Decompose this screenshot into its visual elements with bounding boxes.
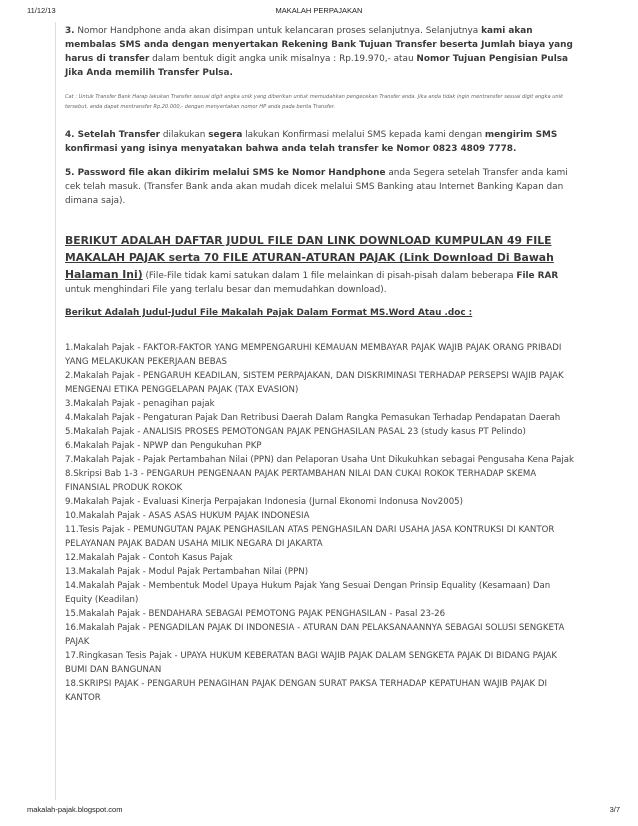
file-list-item: 7.Makalah Pajak - Pajak Pertambahan Nilai (PPN) dan Pelaporan Usaha Unt Dikukuhkan sebagai Pengusaha Kena Pajak [65,455,575,465]
step-3 [65,24,580,80]
file-list-heading: Berikut Adalah Judul-Judul File Makalah Pajak Dalam Format MS.Word Atau .doc : [65,308,473,318]
file-list-item: 8.Skripsi Bab 1-3 - PENGARUH PENGENAAN PAJAK PERTAMBAHAN NILAI DAN CUKAI ROKOK TERHADAP SKEMA FINANSIAL PRODUK ROKOK [65,469,537,493]
step-5-lead: 5. Password file akan dikirim melalui SMS ke Nomor Handphone [65,168,386,178]
download-intro [65,232,580,297]
print-date: 11/12/13 [27,6,56,15]
file-list-item: 4.Makalah Pajak - Pengaturan Pajak Dan Retribusi Daerah Dalam Rangka Pemasukan Terhadap Pendapatan Daerah [65,413,561,423]
download-intro-rar: File RAR [516,271,559,281]
file-list-item: 11.Tesis Pajak - PEMUNGUTAN PAJAK PENGHASILAN ATAS PENGHASILAN DARI USAHA JASA KONTRUKSI DI KANTOR PELAYANAN PAJAK BADAN USAHA MILIK NEGARA DI JAKARTA [65,525,555,549]
file-list-item: 9.Makalah Pajak - Evaluasi Kinerja Perpajakan Indonesia (Jurnal Ekonomi Indonusa Nov2005) [65,497,464,507]
step-4-bold: segera [208,130,243,140]
step-4-bold-2: mengirim SMS konfirmasi yang isinya menyatakan bahwa anda telah transfer ke Nomor 0823 4809 7778. [65,130,558,154]
file-list-item: 5.Makalah Pajak - ANALISIS PROSES PEMOTONGAN PAJAK PENGHASILAN PASAL 23 (study kasus PT Pelindo) [65,427,526,437]
step-4-text: dilakukan [162,130,206,140]
step-4-text-2: lakukan Konfirmasi melalui SMS kepada kami dengan [245,130,483,140]
post-content [65,24,580,705]
step-4 [65,128,580,156]
print-footer [0,805,638,817]
step-3-text: Nomor Handphone anda akan disimpan untuk kelancaran proses selanjutnya. Selanjutnya [77,26,479,36]
file-list-item: 15.Makalah Pajak - BENDAHARA SEBAGAI PEMOTONG PAJAK PENGHASILAN - Pasal 23-26 [65,609,446,619]
print-url: makalah-pajak.blogspot.com [27,805,123,814]
step-3-number: 3. [65,26,75,36]
file-list-item: 6.Makalah Pajak - NPWP dan Pengukuhan PKP [65,441,262,451]
file-list-item: 18.SKRIPSI PAJAK - PENGARUH PENAGIHAN PAJAK DENGAN SURAT PAKSA TERHADAP KEPATUHAN WAJIB PAJAK DI KANTOR [65,679,547,703]
file-list-item: 1.Makalah Pajak - FAKTOR-FAKTOR YANG MEMPENGARUHI KEMAUAN MEMBAYAR PAJAK WAJIB PAJAK ORANG PRIBADI YANG MELAKUKAN PEKERJAAN BEBAS [65,343,562,367]
step-3-text-2: dalam bentuk digit angka unik misalnya : Rp.19.970,- atau [152,54,414,64]
file-list-item: 16.Makalah Pajak - PENGADILAN PAJAK DI INDONESIA - ATURAN DAN PELAKSANAANNYA SEBAGAI SOLUSI SENGKETA PAJAK [65,623,565,647]
step-4-lead: 4. Setelah Transfer [65,130,161,140]
step-5-text: anda Segera setelah Transfer anda kami cek telah masuk. (Transfer Bank anda akan mudah dicek melalui SMS Banking atau Internet Banking Kapan dan dimana saja). [65,168,568,206]
file-list-item: 17.Ringkasan Tesis Pajak - UPAYA HUKUM KEBERATAN BAGI WAJIB PAJAK DALAM SENGKETA PAJAK DI BIDANG PAJAK BUMI DAN BANGUNAN [65,651,558,675]
step-5 [65,166,580,208]
left-margin-rule [55,22,56,800]
download-intro-text-2: untuk menghindari File yang terlalu besar dan memudahkan download). [65,285,387,295]
file-list-item: 2.Makalah Pajak - PENGARUH KEADILAN, SISTEM PERPAJAKAN, DAN DISKRIMINASI TERHADAP PERSEPSI WAJIB PAJAK MENGENAI ETIKA PENGGELAPAN PAJAK (TAX EVASION) [65,371,564,395]
print-header [0,6,638,18]
file-list-item: 10.Makalah Pajak - ASAS ASAS HUKUM PAJAK INDONESIA [65,511,310,521]
step-3-bold: kami akan membalas SMS anda dengan menyertakan Rekening Bank Tujuan Transfer beserta Jumlah biaya yang harus di transfer [65,26,573,64]
file-list-item: 14.Makalah Pajak - Membentuk Model Upaya Hukum Pajak Yang Sesuai Dengan Prinsip Equality (Kesamaan) Dan Equity (Keadilan) [65,581,551,605]
file-list-item: 13.Makalah Pajak - Modul Pajak Pertambahan Nilai (PPN) [65,567,309,577]
file-list-item: 3.Makalah Pajak - penagihan pajak [65,399,215,409]
print-page-number: 3/7 [609,805,620,814]
file-list-item: 12.Makalah Pajak - Contoh Kasus Pajak [65,553,233,563]
file-list [65,341,580,705]
step-3-bold-2: Nomor Tujuan Pengisian Pulsa Jika Anda memilih Transfer Pulsa. [65,54,569,78]
download-heading-link[interactable]: BERIKUT ADALAH DAFTAR JUDUL FILE DAN LINK DOWNLOAD KUMPULAN 49 FILE MAKALAH PAJAK serta 70 FILE ATURAN-ATURAN PAJAK (Link Download Di Bawah Halaman Ini) [65,234,554,281]
transfer-note: Cat : Untuk Transfer Bank Harap lakukan Transfer sesuai digit angka unik yang diberikan untuk memudahkan pengecekan Transfer anda. Jika anda tidak ingin mentransfer sesuai digit angka unik tersebut, anda dapat mentransfer Rp.20.000,- dengan menyertakan nomor HP anda pada berita Transfer. [65,94,564,110]
print-title: MAKALAH PERPAJAKAN [275,6,363,15]
download-intro-text: (File-File tidak kami satukan dalam 1 file melainkan di pisah-pisah dalam beberapa [145,271,514,281]
